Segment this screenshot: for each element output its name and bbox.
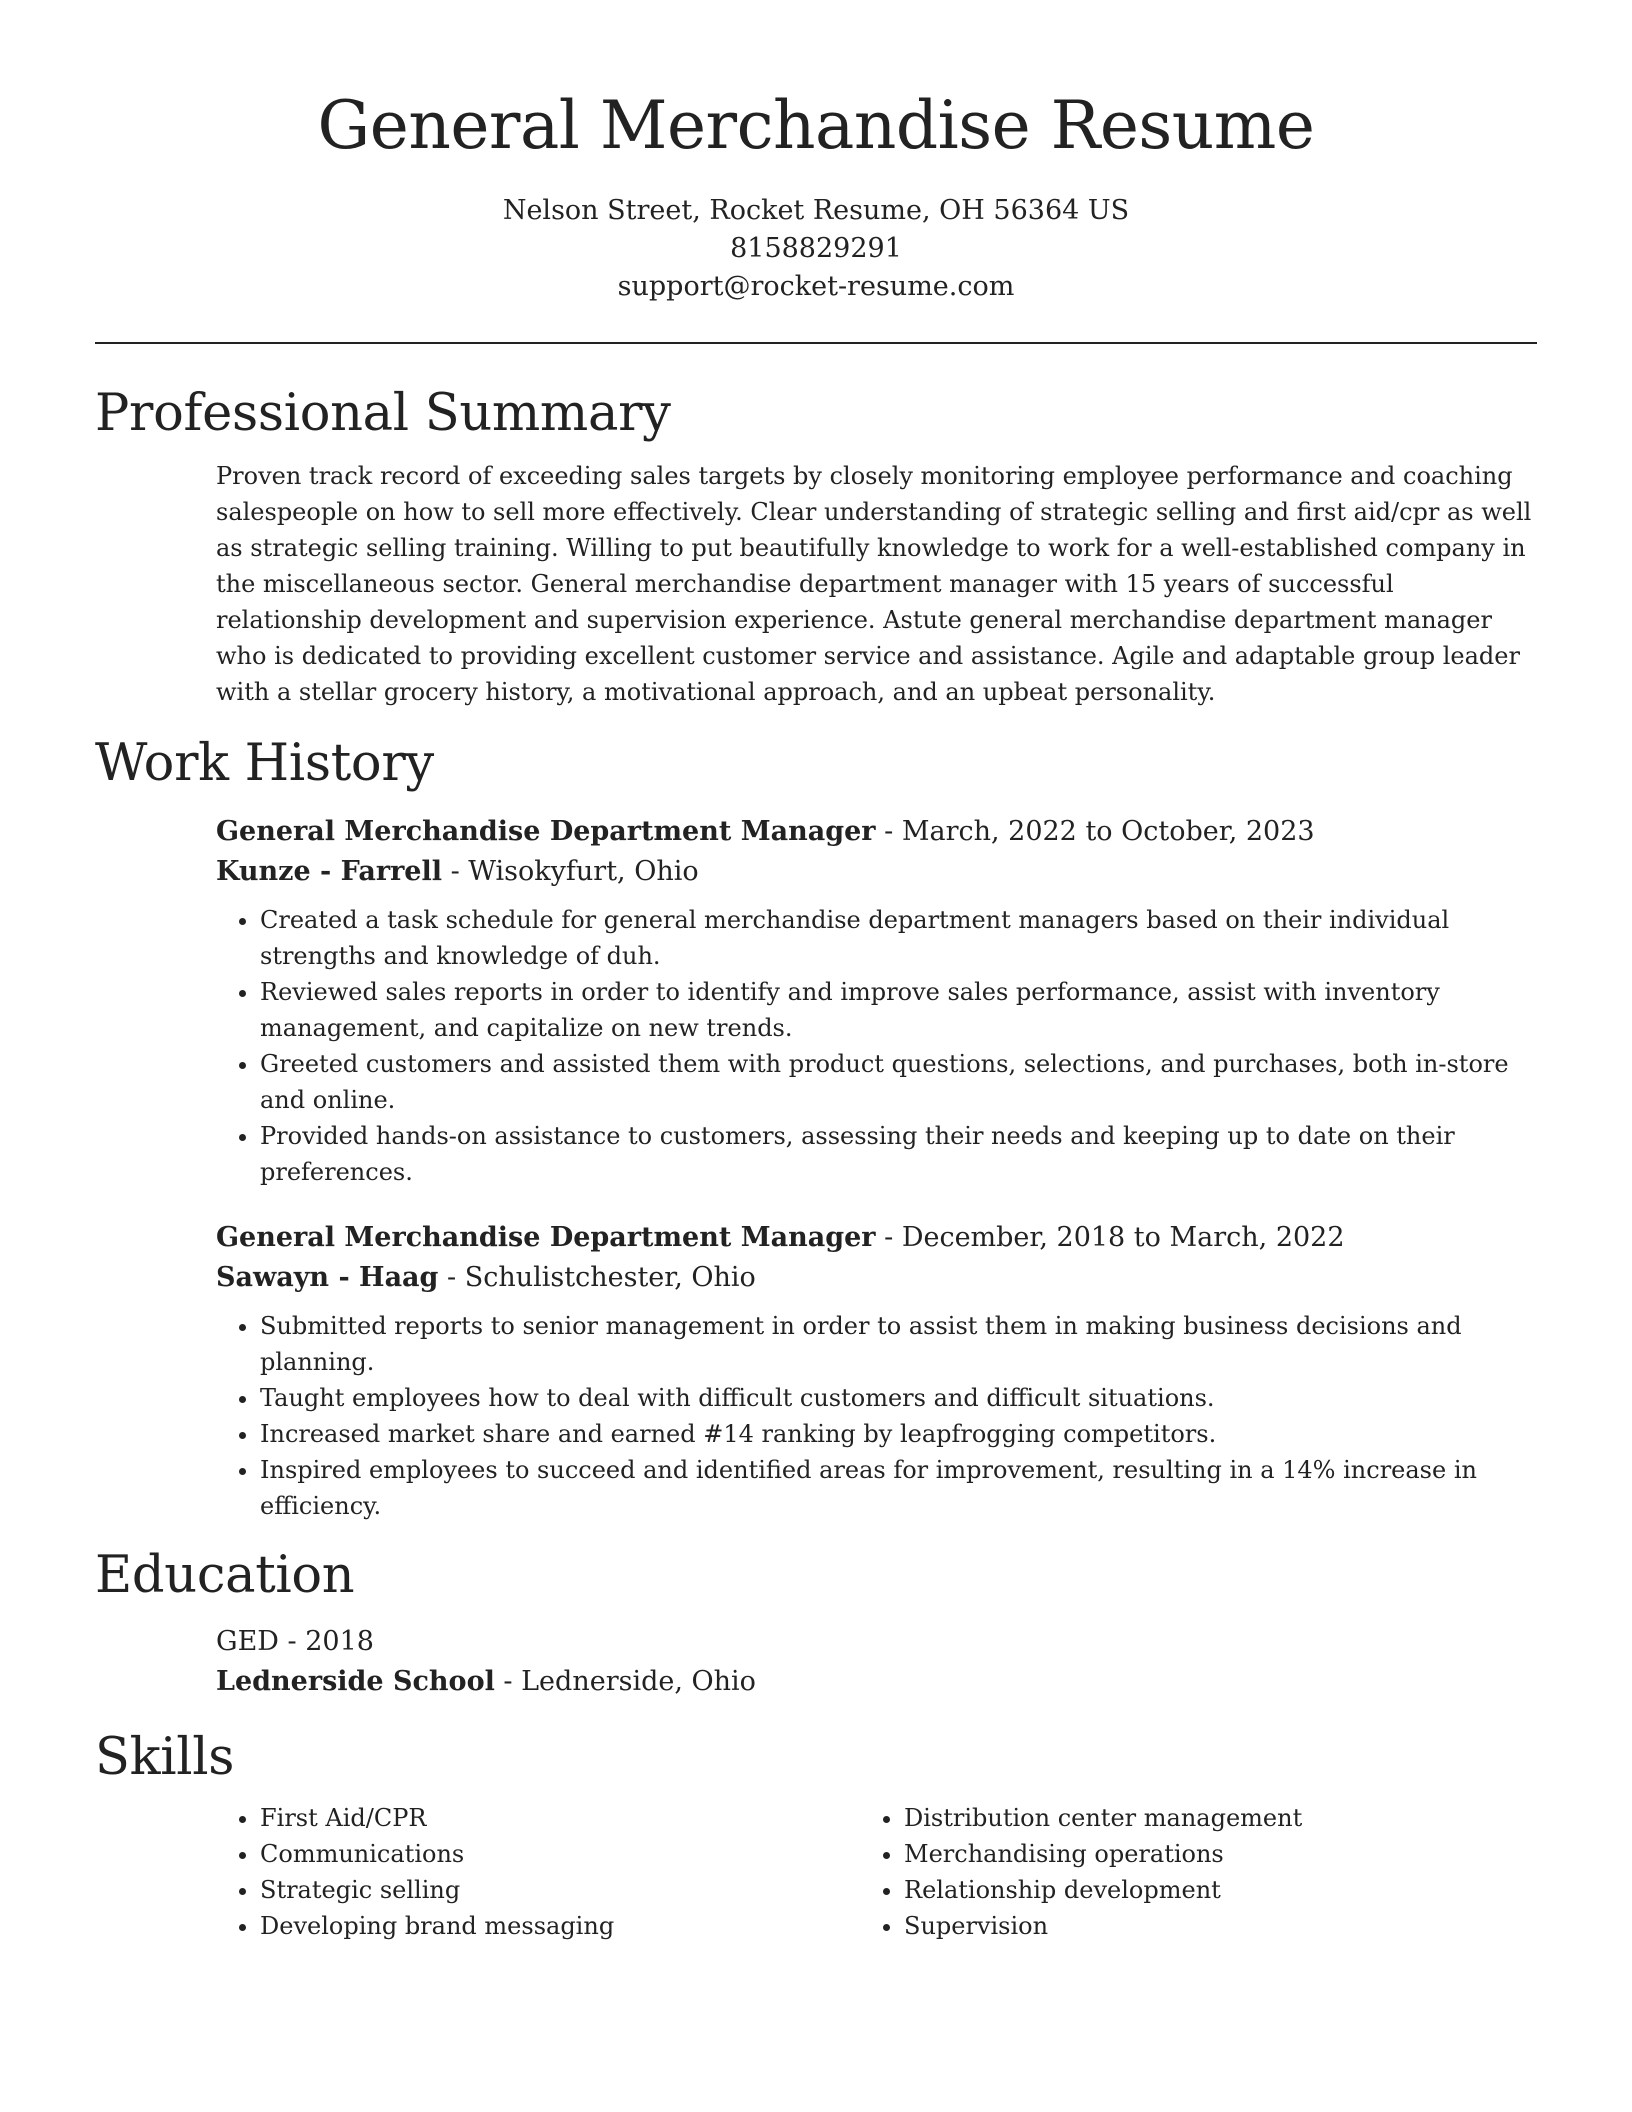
skills-list-right bbox=[860, 1800, 1504, 1944]
skill-item: • Strategic selling bbox=[260, 1872, 860, 1908]
list-item: • Increased market share and earned #14 ranking by leapfrogging competitors. bbox=[260, 1416, 1537, 1452]
skill-item: • Merchandising operations bbox=[904, 1836, 1504, 1872]
job-location: - Schulistchester, Ohio bbox=[438, 1262, 756, 1293]
job-location: - Wisokyfurt, Ohio bbox=[441, 856, 699, 887]
job-duties-list bbox=[216, 1308, 1537, 1524]
job-entry bbox=[216, 812, 1537, 1190]
job-dates: - March, 2022 to October, 2023 bbox=[875, 816, 1315, 847]
list-item: • Created a task schedule for general merchandise department managers based on their individual strengths and knowledge of duh. bbox=[260, 902, 1537, 974]
education-section bbox=[95, 1622, 1537, 1702]
list-item: • Provided hands-on assistance to customers, assessing their needs and keeping up to date on their preferences. bbox=[260, 1118, 1537, 1190]
job-title-line bbox=[216, 1218, 1537, 1258]
skills-section bbox=[95, 1800, 1537, 1944]
job-duties-list bbox=[216, 902, 1537, 1190]
skill-item: • Communications bbox=[260, 1836, 860, 1872]
skills-list-left bbox=[216, 1800, 860, 1944]
job-dates: - December, 2018 to March, 2022 bbox=[875, 1222, 1345, 1253]
work-history-section bbox=[95, 812, 1537, 1524]
skill-item: • Supervision bbox=[904, 1908, 1504, 1944]
list-item: • Submitted reports to senior management in order to assist them in making business decisions and planning. bbox=[260, 1308, 1537, 1380]
header-divider bbox=[95, 342, 1537, 344]
contact-email: support@rocket-resume.com bbox=[617, 271, 1015, 302]
job-company: Sawayn - Haag bbox=[216, 1262, 439, 1293]
list-item: • Inspired employees to succeed and identified areas for improvement, resulting in a 14% increase in efficiency. bbox=[260, 1452, 1537, 1524]
list-item: • Taught employees how to deal with difficult customers and difficult situations. bbox=[260, 1380, 1537, 1416]
job-role: General Merchandise Department Manager bbox=[216, 816, 876, 847]
work-history-heading: Work History bbox=[95, 734, 434, 793]
job-title-line bbox=[216, 812, 1537, 852]
education-heading: Education bbox=[95, 1546, 355, 1605]
contact-block bbox=[95, 192, 1537, 306]
skill-item: • Relationship development bbox=[904, 1872, 1504, 1908]
resume-title: General Merchandise Resume bbox=[317, 87, 1315, 164]
education-location: - Lednerside, Ohio bbox=[494, 1666, 756, 1697]
education-school: Lednerside School bbox=[216, 1666, 495, 1697]
summary-heading: Professional Summary bbox=[95, 384, 671, 443]
education-degree: GED - 2018 bbox=[216, 1626, 374, 1657]
skill-item: • First Aid/CPR bbox=[260, 1800, 860, 1836]
education-school-line bbox=[216, 1662, 1537, 1702]
job-company-line bbox=[216, 1258, 1537, 1298]
summary-section bbox=[95, 458, 1537, 710]
skills-columns bbox=[216, 1800, 1537, 1944]
job-company-line bbox=[216, 852, 1537, 892]
list-item: • Greeted customers and assisted them with product questions, selections, and purchases, both in-store and online. bbox=[260, 1046, 1537, 1118]
job-role: General Merchandise Department Manager bbox=[216, 1222, 876, 1253]
skill-item: • Developing brand messaging bbox=[260, 1908, 860, 1944]
contact-phone: 8158829291 bbox=[730, 233, 902, 264]
skills-heading: Skills bbox=[95, 1728, 235, 1787]
summary-text: Proven track record of exceeding sales targets by closely monitoring employee performance and coaching salespeople on how to sell more effectively. Clear understanding of strategic selling and first aid/cpr as well as strategic selling training. Willing to put beautifully knowledge to work for a well-established company in the miscellaneous sector. General merchandise department manager with 15 years of successful relationship development and supervision experience. Astute general merchandise department manager who is dedicated to providing excellent customer service and assistance. Agile and adaptable group leader with a stellar grocery history, a motivational approach, and an upbeat personality. bbox=[216, 462, 1532, 706]
job-company: Kunze - Farrell bbox=[216, 856, 442, 887]
list-item: • Reviewed sales reports in order to identify and improve sales performance, assist with inventory management, and capitalize on new trends. bbox=[260, 974, 1537, 1046]
job-entry bbox=[216, 1218, 1537, 1524]
skill-item: • Distribution center management bbox=[904, 1800, 1504, 1836]
contact-address: Nelson Street, Rocket Resume, OH 56364 US bbox=[502, 195, 1130, 226]
